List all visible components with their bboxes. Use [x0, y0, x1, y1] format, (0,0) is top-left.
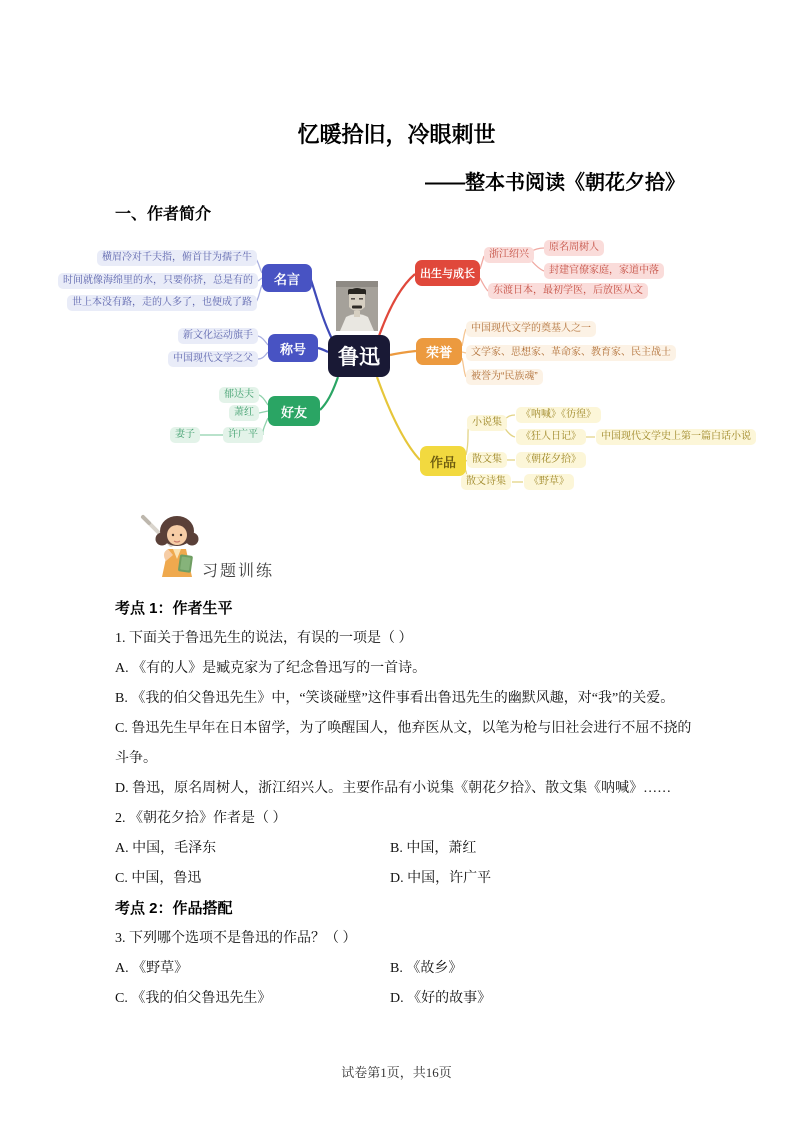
prose-poem-label-leaf: 散文诗集: [461, 474, 511, 490]
essay-leaf: 《朝花夕拾》: [516, 452, 586, 468]
connector-works: [377, 377, 420, 460]
page-subtitle: ——整本书阅读《朝花夕拾》: [425, 172, 685, 194]
section-heading-author-intro: 一、作者简介: [115, 206, 212, 223]
exercise-banner: [135, 505, 435, 585]
friend-leaf: 郁达夫: [219, 387, 259, 403]
novels-note-leaf: 中国现代文学史上第一篇白话小说: [596, 429, 756, 445]
question-1-option-d: D. 鲁迅，原名周树人，浙江绍兴人。主要作品有小说集《朝花夕拾》、散文集《呐喊》……: [115, 781, 672, 796]
connector-quotes: [311, 280, 332, 339]
question-2-option-c: C. 中国，鲁迅: [115, 871, 202, 886]
question-3-option-c: C. 《我的伯父鲁迅先生》: [115, 991, 272, 1006]
birth-name-leaf: 原名周树人: [544, 240, 604, 256]
question-1-option-a: A. 《有的人》是臧克家为了纪念鲁迅写的一首诗。: [115, 661, 427, 676]
exercise-label: 习题训练: [202, 563, 275, 580]
luxun-photo: [336, 281, 378, 331]
mindmap-center-luxun: 鲁迅: [328, 335, 390, 377]
branch-birth-growth: 出生与成长: [415, 260, 480, 286]
question-2-stem: 2. 《朝花夕拾》作者是（ ）: [115, 811, 287, 826]
essay-label-leaf: 散文集: [467, 452, 507, 468]
honor-leaf: 文学家、思想家、革命家、教育家、民主战士: [466, 345, 676, 361]
connector-honors: [390, 351, 416, 355]
prose-poem-leaf: 《野草》: [524, 474, 574, 490]
birth-family-leaf: 封建官僚家庭，家道中落: [544, 263, 664, 279]
branch-friends: 好友: [268, 396, 320, 426]
connector-friend-2: [259, 411, 268, 413]
branch-works: 作品: [420, 446, 466, 476]
question-3-option-d: D. 《好的故事》: [390, 991, 492, 1006]
branch-quotes: 名言: [262, 264, 312, 292]
quote-leaf: 世上本没有路，走的人多了，也便成了路: [67, 295, 257, 311]
question-1-option-b: B. 《我的伯父鲁迅先生》中，“笑谈碰壁”这件事看出鲁迅先生的幽默风趣，对“我”的关爱。: [115, 691, 675, 706]
connector-birth: [379, 274, 415, 336]
question-2-option-a: A. 中国，毛泽东: [115, 841, 217, 856]
question-3-option-b: B. 《故乡》: [390, 961, 463, 976]
question-3-stem: 3. 下列哪个选项不是鲁迅的作品？（ ）: [115, 931, 357, 946]
question-1-option-c: C. 鲁迅先生早年在日本留学，为了唤醒国人，他弃医从文，以笔为枪与旧社会进行不屈不挠的斗争。: [115, 721, 692, 766]
page-title: 忆暖拾旧，冷眼刺世: [297, 122, 496, 147]
topic-heading-1: 考点 1：作者生平: [115, 600, 233, 617]
question-2-option-d: D. 中国，许广平: [390, 871, 492, 886]
branch-titles: 称号: [268, 334, 318, 362]
birth-japan-leaf: 东渡日本，最初学医，后放医从文: [488, 283, 648, 299]
question-2-option-b: B. 中国，萧红: [390, 841, 477, 856]
quote-leaf: 横眉冷对千夫指，俯首甘为孺子牛: [97, 250, 257, 266]
branch-honors: 荣誉: [416, 338, 462, 365]
question-1-stem: 1. 下面关于鲁迅先生的说法，有误的一项是（ ）: [115, 631, 413, 646]
page-footer: 试卷第1页，共16页: [341, 1065, 452, 1080]
novels-label-leaf: 小说集: [467, 415, 507, 431]
title-leaf: 中国现代文学之父: [168, 351, 258, 367]
question-3-option-a: A. 《野草》: [115, 961, 189, 976]
connector-titles: [318, 348, 328, 352]
question-2-options: [115, 834, 693, 894]
friend-leaf: 萧红: [229, 405, 259, 421]
author-mindmap: [63, 236, 751, 506]
quote-leaf: 时间就像海绵里的水，只要你挤，总是有的: [58, 273, 258, 289]
friend-leaf: 许广平: [223, 427, 263, 443]
connector-title-2: [258, 352, 268, 359]
honor-leaf: 被誉为“民族魂”: [466, 369, 543, 385]
connector-friend-1: [259, 395, 268, 405]
novels-a-leaf: 《呐喊》《彷徨》: [516, 407, 601, 423]
connector-friends: [320, 377, 338, 410]
connector-title-1: [258, 336, 268, 345]
exam-section: [115, 594, 693, 1014]
connector-birth-japan: [480, 278, 488, 291]
question-3-options: [115, 954, 693, 1014]
wife-leaf: 妻子: [170, 427, 200, 443]
birth-place-leaf: 浙江绍兴: [484, 247, 534, 263]
novels-b-leaf: 《狂人日记》: [516, 429, 586, 445]
title-leaf: 新文化运动旗手: [178, 328, 258, 344]
honor-leaf: 中国现代文学的奠基人之一: [466, 321, 596, 337]
topic-heading-2: 考点 2：作品搭配: [115, 900, 233, 917]
